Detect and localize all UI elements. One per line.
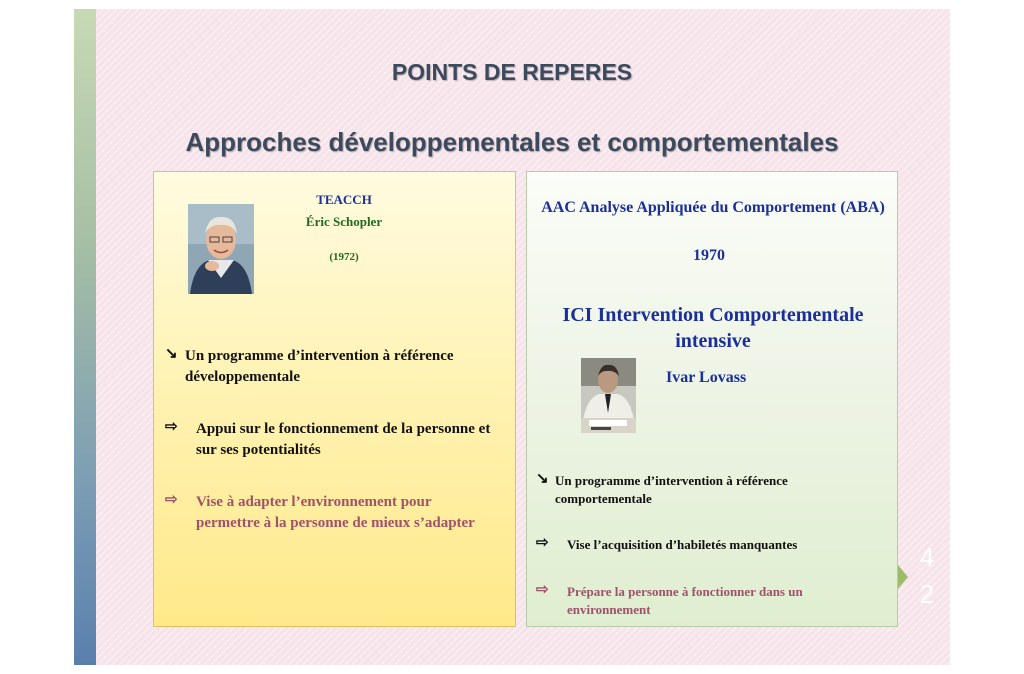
teacch-label: TEACCH [316, 192, 372, 207]
year-label: (1972) [329, 251, 359, 263]
page-number-digit: 4 [919, 542, 935, 572]
bullet-text: Vise l’acquisition d’habiletés manquantes [567, 537, 798, 552]
diagonal-arrow-icon: ↘ [165, 346, 178, 362]
aba-panel [526, 171, 898, 627]
ivar-lovass-photo [581, 358, 636, 433]
bullet-text: Prépare la personne à fonctionner dans un environnement [567, 584, 803, 617]
sidebar-gradient-bar [74, 9, 96, 665]
teacch-panel [153, 171, 516, 627]
hollow-arrow-icon: ⇨ [536, 582, 549, 598]
hollow-arrow-icon: ⇨ [165, 419, 178, 435]
slide [74, 9, 950, 665]
hollow-arrow-icon: ⇨ [165, 492, 178, 508]
bullet-text: Vise à adapter l’environnement pour permettre à la personne de mieux s’adapter [196, 494, 475, 531]
diagonal-arrow-icon: ↘ [536, 471, 549, 487]
author-name: Ivar Lovass [666, 369, 747, 386]
aba-heading: AAC Analyse Appliquée du Comportement (ABA) [541, 199, 885, 216]
bullet-text: Un programme d’intervention à référence développementale [185, 348, 454, 385]
slide-subtitle: Approches développementales et comportementales [185, 127, 839, 157]
aba-year: 1970 [693, 247, 725, 264]
slide-title: POINTS DE REPERES [391, 59, 633, 85]
page-number-digit: 2 [919, 579, 935, 609]
eric-schopler-photo [188, 204, 254, 294]
hollow-arrow-icon: ⇨ [536, 535, 549, 551]
ici-heading: ICI Intervention Comportementale intensive [562, 304, 864, 352]
bullet-text: Appui sur le fonctionnement de la personne et sur ses potentialités [196, 421, 491, 458]
page-number-arrow-icon [898, 565, 908, 589]
bullet-text: Un programme d’intervention à référence comportementale [555, 473, 788, 506]
author-name: Éric Schopler [305, 214, 383, 229]
